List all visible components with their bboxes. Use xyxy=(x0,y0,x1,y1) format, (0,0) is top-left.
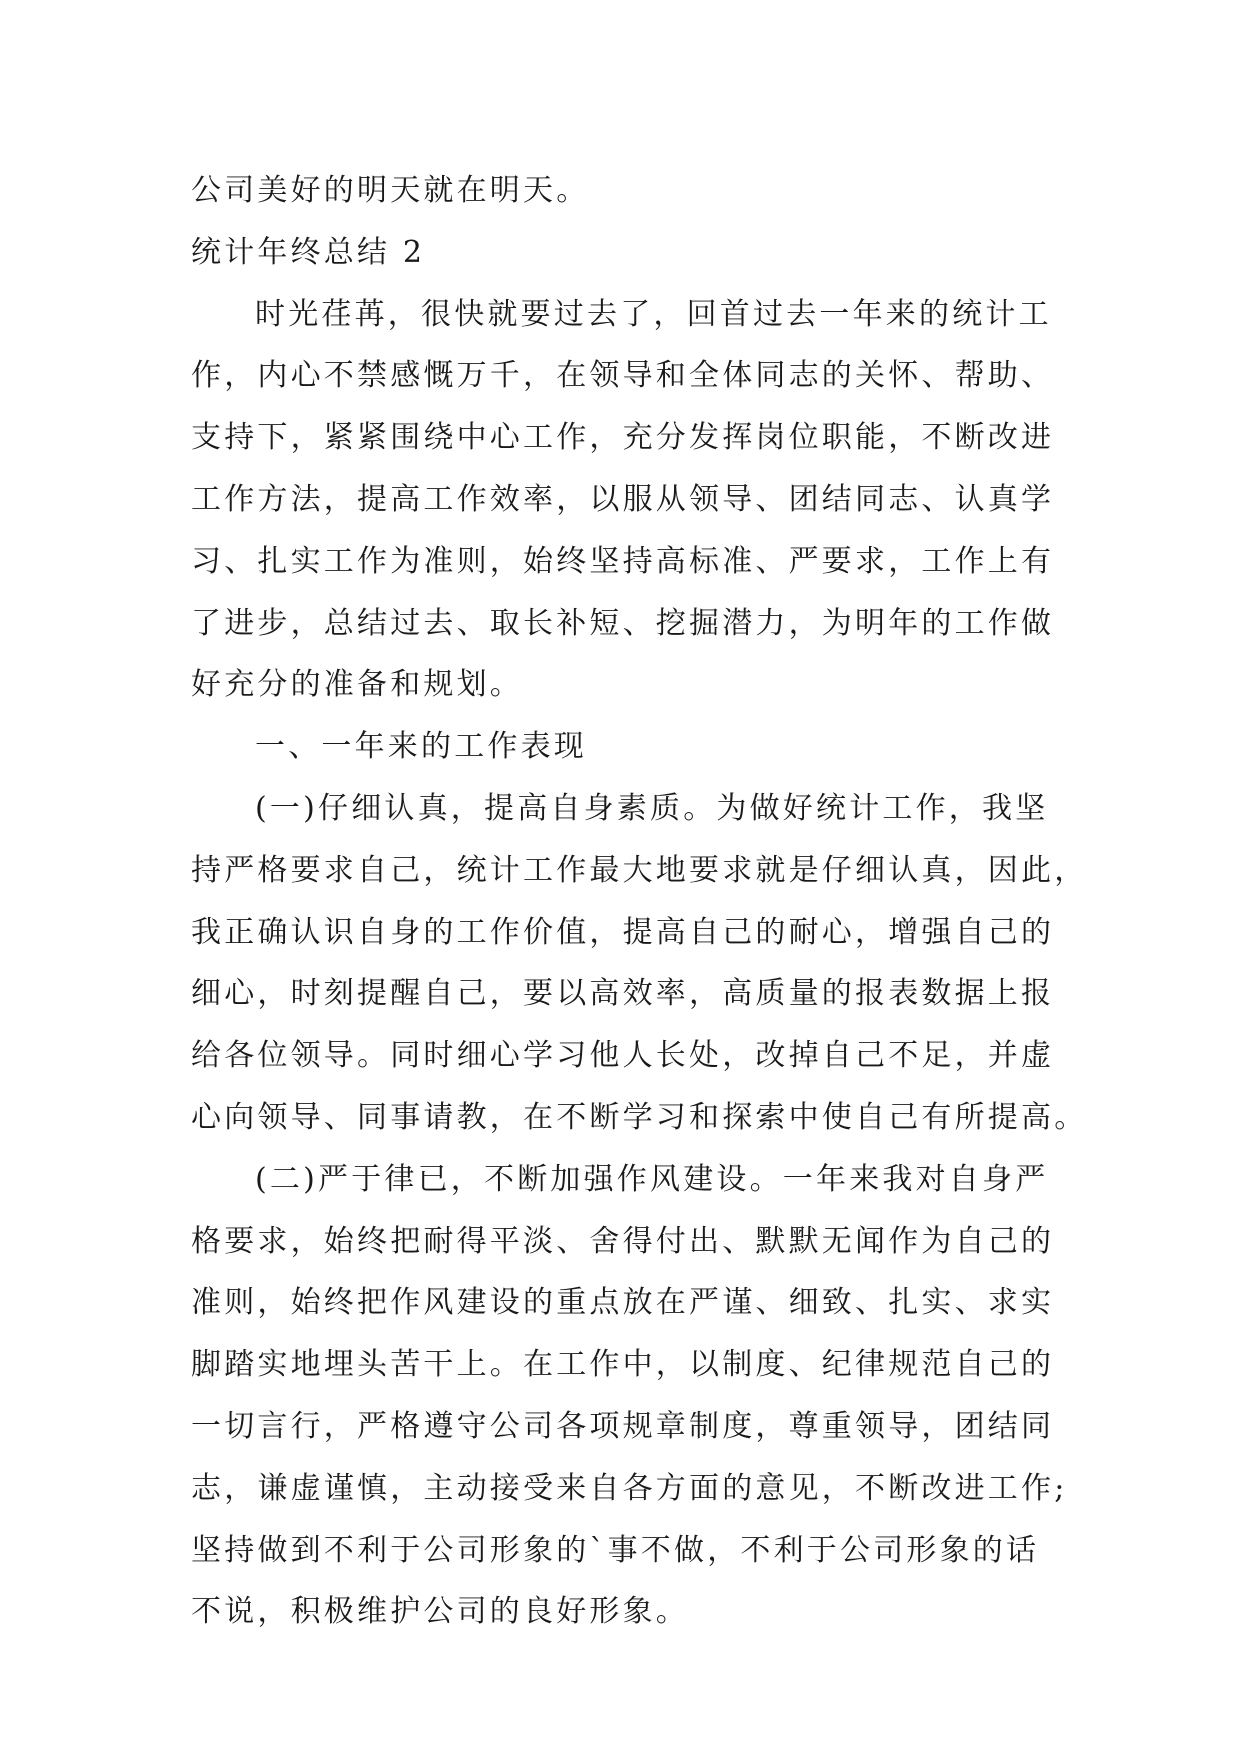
paragraph-line: 我正确认识自身的工作价值，提高自己的耐心，增强自己的 xyxy=(191,914,1055,950)
paragraph-line: 脚踏实地埋头苦干上。在工作中，以制度、纪律规范自己的 xyxy=(191,1347,1055,1383)
paragraph-line: 持严格要求自己，统计工作最大地要求就是仔细认真，因此， xyxy=(191,852,1088,888)
paragraph-line: 心向领导、同事请教，在不断学习和探索中使自己有所提高。 xyxy=(191,1099,1088,1135)
paragraph-line: (一)仔细认真，提高自身素质。为做好统计工作，我坚 xyxy=(255,790,1049,826)
paragraph-line: 时光荏苒，很快就要过去了，回首过去一年来的统计工 xyxy=(255,296,1052,332)
paragraph-line: 了进步，总结过去、取长补短、挖掘潜力，为明年的工作做 xyxy=(191,605,1055,641)
section-heading: 统计年终总结 2 xyxy=(191,234,426,270)
text-line: 公司美好的明天就在明天。 xyxy=(191,173,590,208)
paragraph-line: 坚持做到不利于公司形象的`事不做，不利于公司形象的话 xyxy=(191,1532,1040,1568)
paragraph-line: 不说，积极维护公司的良好形象。 xyxy=(191,1594,689,1630)
paragraph-line: 习、扎实工作为准则，始终坚持高标准、严要求，工作上有 xyxy=(191,543,1055,579)
paragraph-line: 志，谦虚谨慎，主动接受来自各方面的意见，不断改进工作; xyxy=(191,1470,1068,1506)
paragraph-line: 格要求，始终把耐得平淡、舍得付出、默默无闻作为自己的 xyxy=(191,1223,1055,1259)
paragraph-line: 细心，时刻提醒自己，要以高效率，高质量的报表数据上报 xyxy=(191,976,1055,1012)
paragraph-line: 好充分的准备和规划。 xyxy=(191,667,523,703)
paragraph-line: (二)严于律已，不断加强作风建设。一年来我对自身严 xyxy=(255,1161,1049,1197)
paragraph-line: 工作方法，提高工作效率，以服从领导、团结同志、认真学 xyxy=(191,481,1055,517)
paragraph-line: 准则，始终把作风建设的重点放在严谨、细致、扎实、求实 xyxy=(191,1285,1055,1321)
paragraph-line: 支持下，紧紧围绕中心工作，充分发挥岗位职能，不断改进 xyxy=(191,420,1055,456)
paragraph-line: 一切言行，严格遵守公司各项规章制度，尊重领导，团结同 xyxy=(191,1408,1055,1444)
paragraph-line: 作，内心不禁感慨万千，在领导和全体同志的关怀、帮助、 xyxy=(191,358,1055,394)
subsection-heading: 一、一年来的工作表现 xyxy=(255,729,587,765)
document-body xyxy=(191,160,1088,1643)
paragraph-line: 给各位领导。同时细心学习他人长处，改掉自己不足，并虚 xyxy=(191,1038,1055,1074)
